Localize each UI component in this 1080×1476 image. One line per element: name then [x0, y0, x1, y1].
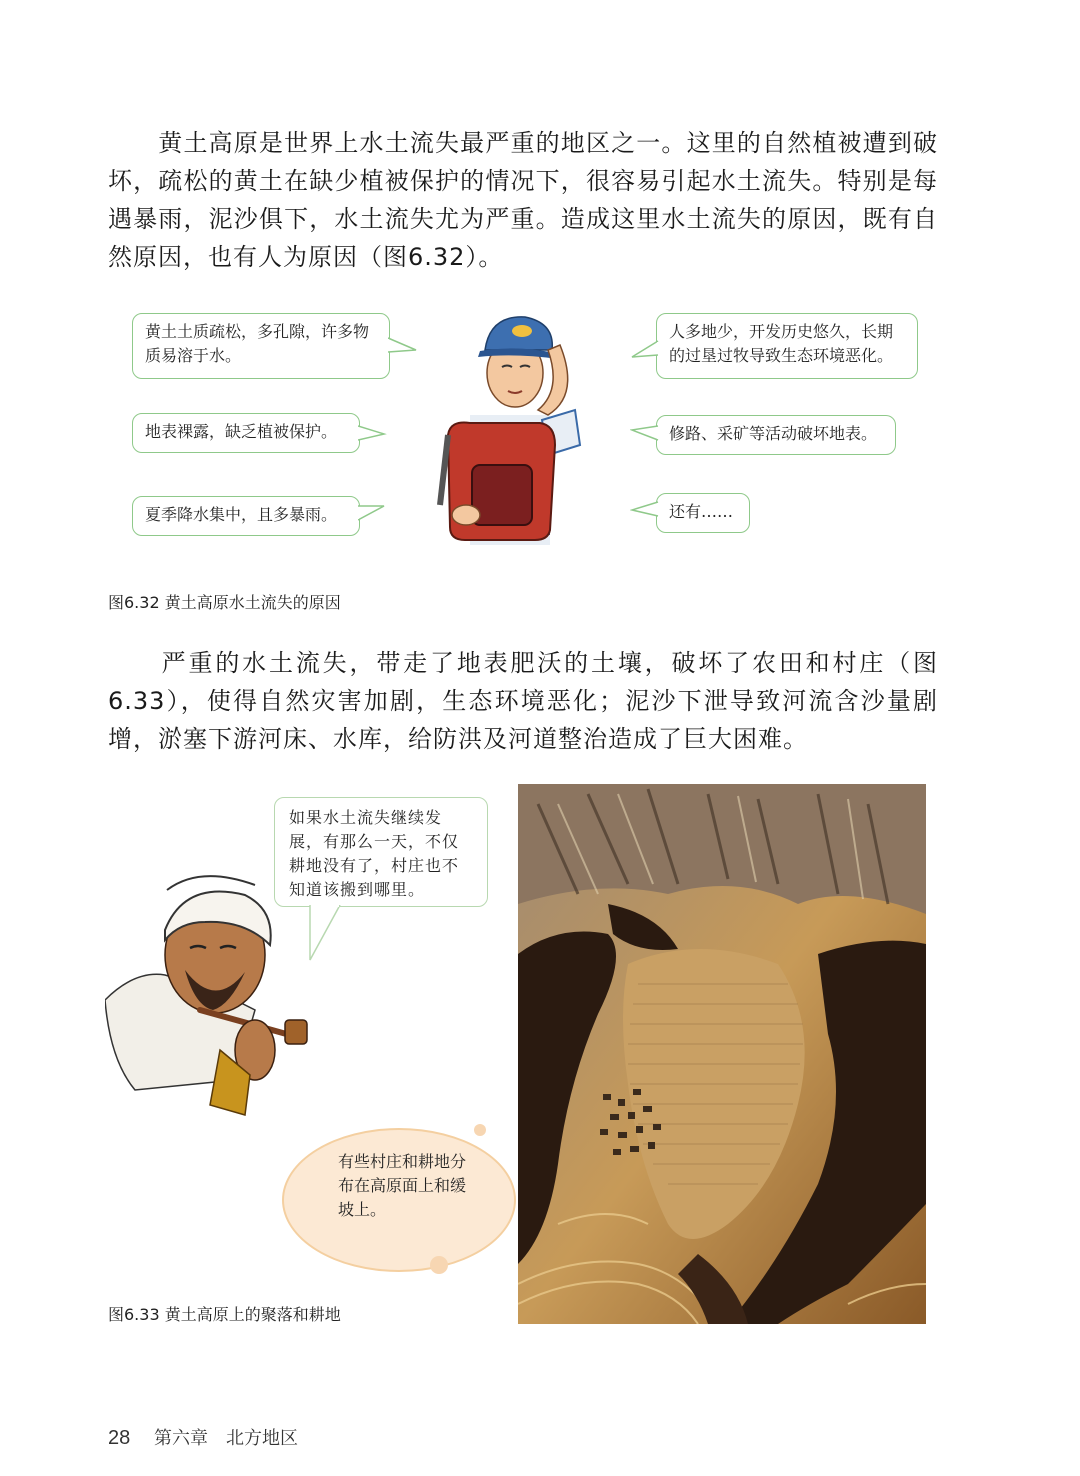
bubble-tail-icon: [300, 905, 350, 965]
aerial-photo-loess-plateau: [518, 784, 926, 1324]
farmer-speech-bubble: 如果水土流失继续发展，有那么一天，不仅耕地没有了，村庄也不知道该搬到哪里。: [274, 797, 488, 907]
bubble-tail-icon: [358, 420, 388, 448]
bubble-tail-icon: [630, 335, 660, 365]
bubble-tail-icon: [630, 496, 660, 524]
note-text: 有些村庄和耕地分布在高原面上和缓坡上。: [338, 1152, 467, 1219]
bubble-tail-icon: [630, 420, 660, 448]
bubble-loose-soil: 黄土土质疏松，多孔隙，许多物质易溶于水。: [132, 313, 390, 379]
page-footer: [108, 1424, 298, 1450]
figure-caption-6-32: 图6.32 黄土高原水土流失的原因: [108, 593, 341, 612]
loess-plateau-photo-image: [518, 784, 926, 1324]
bubble-tail-icon: [358, 500, 388, 528]
bubble-overuse-land: 人多地少，开发历史悠久，长期的过垦过牧导致生态环境恶化。: [656, 313, 918, 379]
paragraph-consequences: 严重的水土流失，带走了地表肥沃的土壤，破坏了农田和村庄（图6.33），使得自然灾害加剧，生态环境恶化；泥沙下泄导致河流含沙量剧增，淤塞下游河床、水库，给防洪及河道整治造成了巨大困难。: [108, 649, 938, 753]
note-dot: [474, 1124, 486, 1136]
bubble-tail-icon: [388, 330, 418, 360]
paragraph-intro: 黄土高原是世界上水土流失最严重的地区之一。这里的自然植被遭到破坏，疏松的黄土在缺少植被保护的情况下，很容易引起水土流失。特别是每遇暴雨，泥沙俱下，水土流失尤为严重。造成这里水土流失的原因，既有自然原因，也有人为原因（图6.32）。: [108, 129, 938, 271]
bubble-bare-surface: 地表裸露，缺乏植被保护。: [132, 413, 360, 453]
figure-caption-6-33: 图6.33 黄土高原上的聚落和耕地: [108, 1305, 341, 1324]
bubble-and-more: 还有……: [656, 493, 750, 533]
bubble-summer-rain: 夏季降水集中，且多暴雨。: [132, 496, 360, 536]
page-number: 28: [108, 1427, 131, 1449]
bubble-road-mining: 修路、采矿等活动破坏地表。: [656, 415, 896, 455]
note-dot: [430, 1256, 448, 1274]
boy-illustration: [430, 305, 600, 550]
chapter-title: 第六章 北方地区: [153, 1428, 298, 1449]
